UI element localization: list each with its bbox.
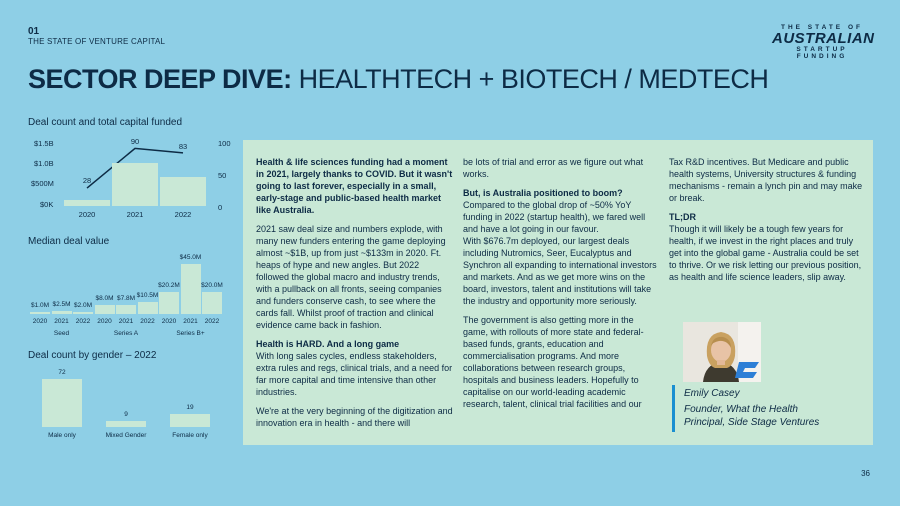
chart2-value-label: $20.0M bbox=[201, 281, 223, 289]
chart2-title: Median deal value bbox=[28, 236, 110, 247]
chart1-count-label: 90 bbox=[130, 137, 140, 147]
chart2-x-tick: 2020 bbox=[32, 318, 48, 325]
page-title bbox=[28, 64, 768, 95]
chart2-x-tick: 2022 bbox=[75, 318, 91, 325]
chart1-x-tick: 2020 bbox=[78, 210, 96, 219]
chart2-x-tick: 2020 bbox=[97, 318, 112, 325]
article-subheading: TL;DR bbox=[669, 212, 696, 222]
chart2-bar bbox=[202, 292, 222, 314]
article-intro: Health & life sciences funding had a moment in 2021, largely thanks to COVID. But it wasn't going to last forever, especially in a small, early-stage and public-based health market like Australia. bbox=[256, 157, 453, 215]
brand-mark-icon bbox=[735, 358, 761, 382]
chart2-bar bbox=[181, 264, 201, 314]
article-paragraph: Compared to the global drop of ~50% YoY funding in 2022 (startup health), we fared well and have a lot going in our favour. bbox=[463, 200, 646, 234]
article-paragraph: 2021 saw deal size and numbers explode, with many new funders entering the game deploying almost ~$1B, up from just ~$133m in 2020. Ft. heaps of hype and new angles. But 2022 followed the global macro and industry trends, with a pullback on all fronts, seeing companies and funders conserve cash, to see where the cards fall. Whilst proof of traction and clinical evidence came back in fashion. bbox=[256, 224, 446, 330]
chart2-bar bbox=[159, 292, 179, 314]
section-number: 01 bbox=[28, 26, 40, 37]
section-title: THE STATE OF VENTURE CAPITAL bbox=[28, 37, 166, 46]
chart2-x-tick: 2022 bbox=[204, 318, 220, 325]
chart1-capital-bar bbox=[160, 177, 206, 206]
brand-line1: THE STATE OF bbox=[781, 24, 863, 31]
emily-casey-photo bbox=[683, 322, 761, 382]
chart2-group-label: Series B+ bbox=[176, 330, 205, 337]
chart1-right-tick: 50 bbox=[218, 171, 227, 180]
chart2-value-label: $8.0M bbox=[95, 295, 114, 303]
chart1-left-tick: $1.5B bbox=[34, 139, 54, 148]
chart2-bar bbox=[138, 302, 158, 314]
page-number: 36 bbox=[861, 469, 870, 478]
article-subheading: Health is HARD. And a long game bbox=[256, 339, 400, 349]
article-paragraph: With $676.7m deployed, our largest deals including Nutromics, Seer, Eucalyptus and Synchron all expanding to international investors and markets. And as we get more wins on the board, investors, talent and institutions will take the industry and opportunity more seriously. bbox=[463, 236, 657, 306]
chart1-count-label: 83 bbox=[178, 141, 188, 151]
chart3-bar bbox=[170, 414, 210, 427]
chart3-bar bbox=[106, 421, 146, 427]
brand-logo bbox=[772, 24, 875, 60]
article-column-2 bbox=[463, 156, 659, 417]
chart2-group-label: Series A bbox=[113, 330, 139, 337]
chart2-value-label: $2.0M bbox=[73, 301, 93, 309]
article-paragraph: be lots of trial and error as we figure out what works. bbox=[463, 157, 644, 179]
chart2-bar bbox=[73, 312, 93, 314]
brand-line3: STARTUP FUNDING bbox=[796, 46, 848, 60]
chart2-bar bbox=[116, 305, 136, 314]
chart3 bbox=[28, 365, 228, 445]
chart1-title: Deal count and total capital funded bbox=[28, 117, 182, 128]
chart1-right-tick: 100 bbox=[218, 139, 231, 148]
chart2-value-label: $10.5M bbox=[136, 292, 159, 300]
quote-author-role-line: Founder, What the Health bbox=[684, 404, 798, 415]
chart2-x-tick: 2021 bbox=[183, 318, 198, 325]
chart2-bar bbox=[52, 311, 72, 314]
article-paragraph: We're at the very beginning of the digitization and innovation era in health - and there will bbox=[256, 406, 453, 428]
chart2-bar bbox=[95, 305, 115, 314]
quote-author-name: Emily Casey bbox=[684, 388, 740, 399]
chart3-value-label: 19 bbox=[186, 404, 194, 412]
chart2-x-tick: 2021 bbox=[118, 318, 134, 325]
chart1-count-label: 28 bbox=[82, 176, 92, 186]
article-paragraph: Though it will likely be a tough few years for health, if we invest in the right places and truly get into the global game - Australia could be set to thrive. Or we risk letting our previous position, as health and life science leaders, slip away. bbox=[669, 224, 862, 282]
article-column-3 bbox=[669, 156, 865, 290]
chart1-left-tick: $0K bbox=[40, 200, 54, 209]
chart2-x-tick: 2022 bbox=[140, 318, 155, 325]
quote-author-role bbox=[684, 403, 819, 429]
chart2-value-label: $45.0M bbox=[179, 254, 202, 261]
chart3-x-tick: Mixed Gender bbox=[105, 432, 147, 439]
chart1-right-tick: 0 bbox=[218, 203, 223, 212]
article-column-1 bbox=[256, 156, 454, 436]
chart2-value-label: $1.0M bbox=[30, 302, 50, 309]
chart2-x-tick: 2021 bbox=[54, 318, 69, 325]
chart2-value-label: $7.8M bbox=[116, 295, 136, 303]
chart1-x-tick: 2022 bbox=[174, 210, 192, 219]
chart3-bar bbox=[42, 379, 82, 427]
article-paragraph: With long sales cycles, endless stakeholders, extra rules and regs, clinical trials, and a need for far more capital and time intensive than other industries. bbox=[256, 351, 453, 397]
chart2-x-tick: 2020 bbox=[161, 318, 177, 325]
chart1-capital-bar bbox=[64, 200, 110, 206]
article-paragraph: Tax R&D incentives. But Medicare and public health systems, University structures & funding mechanisms - remain a lynch pin and may make or break. bbox=[669, 157, 863, 203]
brand-line2: AUSTRALIAN bbox=[772, 30, 875, 47]
chart2-value-label: $2.5M bbox=[52, 301, 71, 309]
chart3-x-tick: Male only bbox=[48, 432, 76, 439]
chart3-value-label: 9 bbox=[124, 411, 128, 418]
chart2-value-label: $20.2M bbox=[158, 281, 180, 289]
chart3-title: Deal count by gender – 2022 bbox=[28, 350, 157, 361]
article-paragraph: The government is also getting more in the game, with rollouts of more state and federal-based funds, grants, education and commercialisation programs. And more collaborations between research groups, hospitals and business leaders. Hopefully to capitalise on our world-leading academic research, talent, clinical trial facilities and our bbox=[463, 315, 644, 409]
article-subheading: But, is Australia positioned to boom? bbox=[463, 188, 623, 198]
chart2-bar bbox=[30, 312, 50, 314]
chart3-value-label: 72 bbox=[58, 369, 66, 376]
chart3-x-tick: Female only bbox=[172, 432, 208, 439]
page-title-rest: HEALTHTECH + BIOTECH / MEDTECH bbox=[291, 64, 769, 94]
quote-author-role-line: Principal, Side Stage Ventures bbox=[684, 417, 820, 428]
chart1-left-tick: $500M bbox=[31, 179, 54, 188]
page-title-bold: SECTOR DEEP DIVE: bbox=[28, 64, 292, 94]
chart2 bbox=[28, 252, 228, 344]
chart1-left-tick: $1.0B bbox=[34, 159, 54, 168]
quote-accent-bar bbox=[672, 385, 675, 432]
chart1 bbox=[28, 135, 243, 225]
chart2-group-label: Seed bbox=[53, 330, 70, 337]
chart1-x-tick: 2021 bbox=[126, 210, 144, 219]
chart1-capital-bar bbox=[112, 163, 158, 206]
